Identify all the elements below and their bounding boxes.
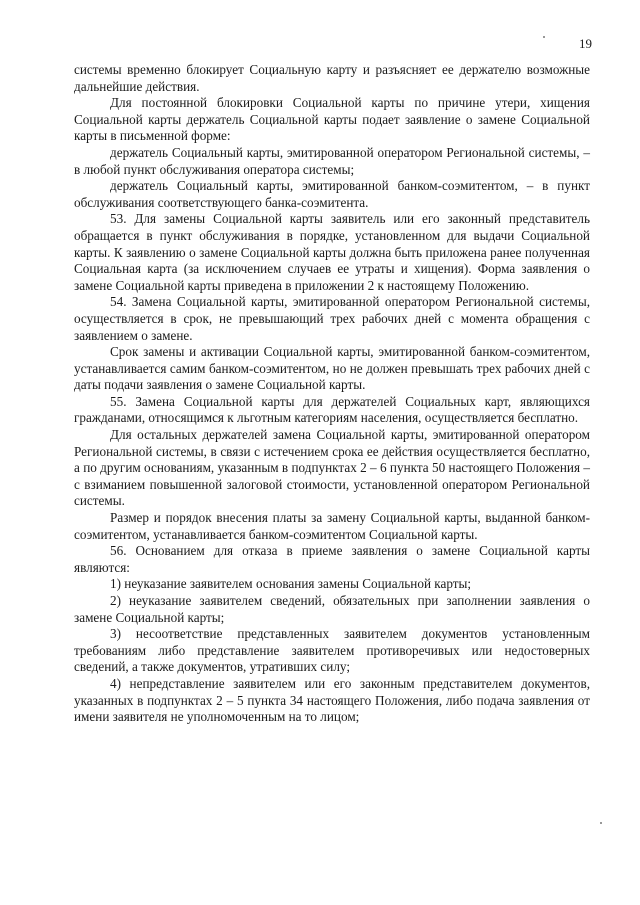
paragraph-53: 53. Для замены Социальной карты заявитель или его законный представитель обращается в пункт обслуживания в порядке, установленном для выдачи Социальной карты. К заявлению о замене Социальной карты должна быть приложена ранее полученная Социальная карта (за исключением случаев ее утраты и хищения). Форма заявления о замене Социальной карты приведена в приложении 2 к настоящему Положению. <box>74 211 590 293</box>
paragraph-56: 56. Основанием для отказа в приеме заявления о замене Социальной карты являются: <box>74 543 590 575</box>
paragraph-blocking: Для постоянной блокировки Социальной карты по причине утери, хищения Социальной карты держатель Социальной карты подает заявление о замене Социальной карты в письменной форме: <box>74 95 590 144</box>
paragraph-activation-term: Срок замены и активации Социальной карты, эмитированной банком-соэмитентом, устанавливается самим банком-соэмитентом, но не должен превышать трех рабочих дней с даты подачи заявления о замене Социальной карты. <box>74 344 590 393</box>
list-item-3: 3) несоответствие представленных заявителем документов установленным требованиям либо представление заявителем противоречивых или недостоверных сведений, а также документов, утративших силу; <box>74 626 590 675</box>
paragraph-54: 54. Замена Социальной карты, эмитированной оператором Региональной системы, осуществляется в срок, не превышающий трех рабочих дней с момента обращения с заявлением о замене. <box>74 294 590 343</box>
paragraph-holder-bank: держатель Социальный карты, эмитированной банком-соэмитентом, – в пункт обслуживания соответствующего банка-соэмитента. <box>74 178 590 210</box>
list-item-2: 2) неуказание заявителем сведений, обязательных при заполнении заявления о замене Социальной карты; <box>74 593 590 625</box>
paragraph-55: 55. Замена Социальной карты для держателей Социальных карт, являющихся гражданами, относящимся к льготным категориям населения, осуществляется бесплатно. <box>74 393 590 426</box>
scan-speck <box>543 36 545 38</box>
document-body <box>74 62 590 726</box>
list-item-1: 1) неуказание заявителем основания замены Социальной карты; <box>110 576 472 592</box>
paragraph-holder-operator: держатель Социальный карты, эмитированной оператором Региональной системы, – в любой пункт обслуживания оператора системы; <box>74 144 590 177</box>
paragraph-fee: Размер и порядок внесения платы за замену Социальной карты, выданной банком-соэмитентом, устанавливается банком-соэмитентом Социальной карты. <box>74 510 590 542</box>
paragraph-other-holders: Для остальных держателей замена Социальной карты, эмитированной оператором Региональной системы, в связи с истечением срока ее действия осуществляется бесплатно, а по другим основаниям, указанным в подпунктах 2 – 6 пункта 50 настоящего Положения – с взиманием повышенной залоговой стоимости, установленной оператором Региональной системы. <box>74 427 590 509</box>
scan-speck <box>600 822 602 824</box>
paragraph-continuation: системы временно блокирует Социальную карту и разъясняет ее держателю возможные дальнейшие действия. <box>74 62 590 94</box>
page-number: 19 <box>579 36 592 51</box>
list-item-4: 4) непредставление заявителем или его законным представителем документов, указанных в подпунктах 2 – 5 пункта 34 настоящего Положения, либо подача заявления от имени заявителя не уполномоченным на то лицом; <box>74 675 590 725</box>
